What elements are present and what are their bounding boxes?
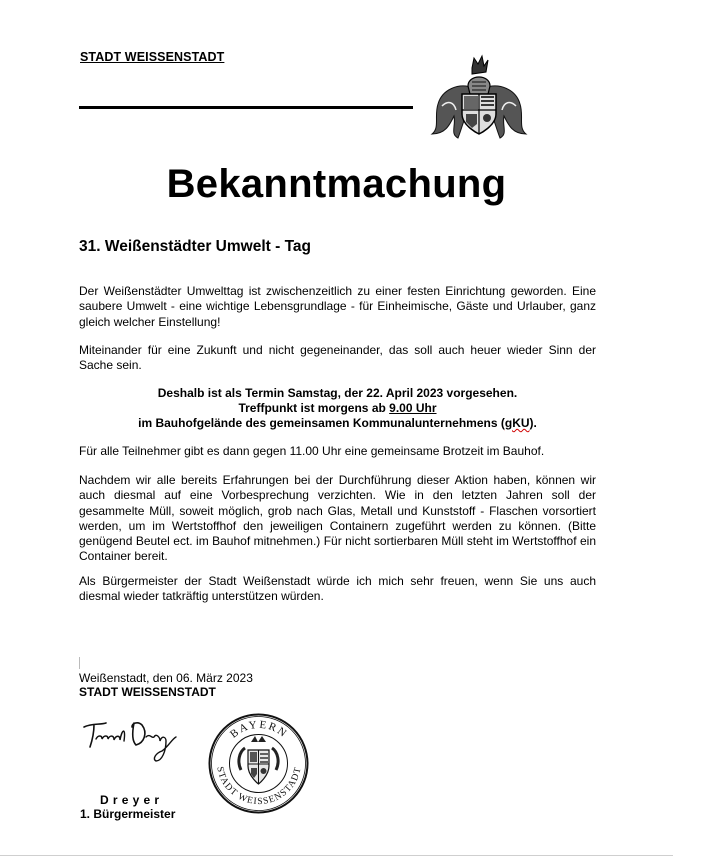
paragraph-instructions: Nachdem wir alle bereits Erfahrungen bei der Durchführung dieser Aktion haben, können wir auch diesmal auf eine Vorbesprechung verzichten. Wie in den letzten Jahren soll der gesammelte Müll, soweit möglich, grob nach Glas, Metall und Kunststoff - Flaschen vorsortiert werden, um im Wertstoffhof den jeweiligen Containern zugeführt werden zu können. (Bitte genügend Beutel ect. im Bauhof mitnehmen.) Für nicht sortierbaren Müll steht im Wertstoffhof ein Container bereit. bbox=[79, 473, 596, 564]
paragraph-intro: Der Weißenstädter Umwelttag ist zwischenzeitlich zu einer festen Einrichtung geworden. Eine saubere Umwelt - eine wichtige Lebensgrundlage - für Einheimische, Gäste und Urlauber, ganz gleich welcher Einstellung! bbox=[79, 284, 596, 329]
mayor-title: 1. Bürgermeister bbox=[80, 807, 176, 821]
place-date: Weißenstadt, den 06. März 2023 bbox=[79, 671, 253, 685]
text-cursor-mark bbox=[79, 657, 80, 669]
svg-text:STADT WEISSENSTADT: STADT WEISSENSTADT bbox=[214, 765, 304, 808]
signature-city: STADT WEISSENSTADT bbox=[79, 685, 216, 699]
paragraph-together: Miteinander für eine Zukunft und nicht gegeneinander, das soll auch heuer wieder Sinn der Sache sein. bbox=[79, 343, 596, 373]
event-meeting-line: Treffpunkt ist morgens ab 9.00 Uhr bbox=[238, 401, 437, 415]
page-bottom-border bbox=[0, 855, 673, 856]
event-date-line: Deshalb ist als Termin Samstag, der 22. April 2023 vorgesehen. bbox=[157, 386, 518, 400]
coat-of-arms-icon bbox=[428, 54, 530, 140]
header-rule bbox=[79, 106, 413, 109]
svg-text:BAYERN: BAYERN bbox=[227, 718, 290, 741]
page-title: Bekanntmachung bbox=[166, 162, 507, 206]
paragraph-closing: Als Bürgermeister der Stadt Weißenstadt würde ich mich sehr freuen, wenn Sie uns auch diesmal wieder tatkräftig unterstützen würden. bbox=[79, 574, 596, 604]
subtitle: 31. Weißenstädter Umwelt - Tag bbox=[79, 238, 311, 255]
handwritten-signature bbox=[80, 715, 185, 763]
official-seal-icon bbox=[207, 712, 310, 815]
paragraph-brotzeit: Für alle Teilnehmer gibt es dann gegen 11.00 Uhr eine gemeinsame Brotzeit im Bauhof. bbox=[79, 444, 545, 458]
meeting-time: 9.00 Uhr bbox=[389, 401, 437, 415]
city-header: STADT WEISSENSTADT bbox=[80, 50, 225, 64]
gku-abbreviation: gKU bbox=[504, 416, 530, 430]
mayor-name: Dreyer bbox=[100, 793, 164, 807]
event-location-line: im Bauhofgelände des gemeinsamen Kommunalunternehmens (gKU). bbox=[138, 416, 537, 430]
event-details bbox=[79, 386, 596, 431]
